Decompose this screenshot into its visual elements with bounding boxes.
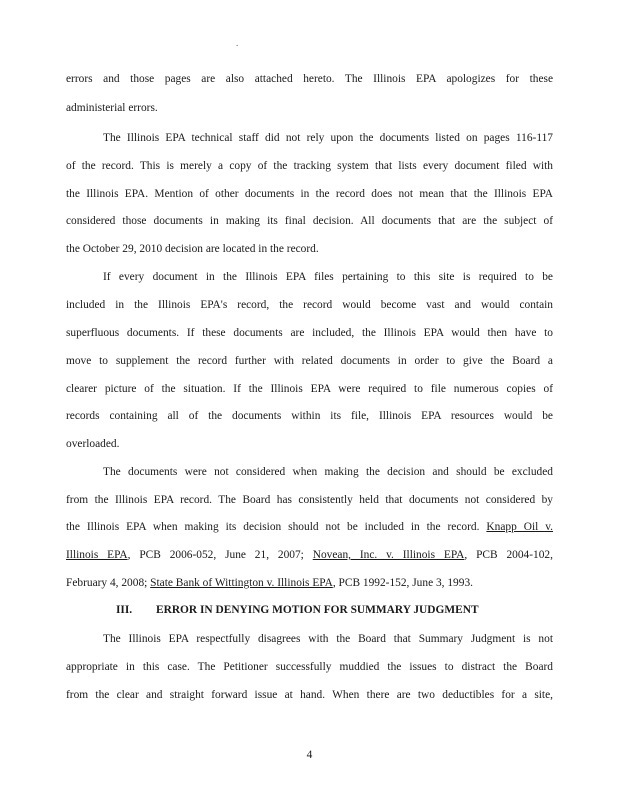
- text-span: February 4, 2008;: [66, 577, 148, 589]
- text-span: , PCB 2006-052, June 21, 2007;: [127, 549, 304, 561]
- text-line: If every document in the Illinois EPA files pertaining to this site is required to be: [103, 271, 553, 283]
- case-citation: Knapp Oil v.: [486, 521, 554, 533]
- text-line: clearer picture of the situation. If the Illinois EPA were required to file numerous copies of: [66, 383, 553, 395]
- text-line: included in the Illinois EPA's record, the record would become vast and would contain: [66, 299, 553, 311]
- section-title: ERROR IN DENYING MOTION FOR SUMMARY JUDGMENT: [156, 604, 479, 616]
- text-line: appropriate in this case. The Petitioner successfully muddied the issues to distract the Board: [66, 661, 553, 673]
- text-line: the October 29, 2010 decision are located in the record.: [66, 243, 319, 255]
- text-span: the Illinois EPA when making its decision should not be included in the record.: [66, 521, 480, 533]
- case-citation: State Bank of Wittington v. Illinois EPA: [150, 577, 333, 589]
- text-line: considered those documents in making its final decision. All documents that are the subject of: [66, 215, 553, 227]
- text-span: , PCB 1992-152, June 3, 1993.: [332, 577, 473, 589]
- text-line: of the record. This is merely a copy of the tracking system that lists every document filed with: [66, 160, 553, 172]
- text-line: from the clear and straight forward issue at hand. When there are two deductibles for a site,: [66, 689, 553, 701]
- text-line: [66, 520, 553, 534]
- text-line: overloaded.: [66, 438, 120, 450]
- text-line: the Illinois EPA. Mention of other documents in the record does not mean that the Illinois EPA: [66, 188, 553, 200]
- text-line: The Illinois EPA respectfully disagrees with the Board that Summary Judgment is not: [103, 633, 553, 645]
- section-number: III.: [116, 604, 133, 616]
- text-line: [66, 548, 553, 562]
- page-number: 4: [306, 749, 313, 761]
- text-line: The Illinois EPA technical staff did not rely upon the documents listed on pages 116-117: [103, 132, 553, 144]
- text-line: administerial errors.: [66, 102, 158, 114]
- text-line: move to supplement the record further with related documents in order to give the Board a: [66, 355, 553, 367]
- text-line: errors and those pages are also attached hereto. The Illinois EPA apologizes for these: [66, 73, 553, 85]
- section-heading: [116, 604, 536, 616]
- text-line: [66, 576, 553, 590]
- scan-mark: .: [236, 38, 239, 48]
- text-line: The documents were not considered when making the decision and should be excluded: [103, 466, 553, 478]
- case-citation: Illinois EPA: [66, 549, 128, 561]
- text-line: records containing all of the documents within its file, Illinois EPA resources would be: [66, 410, 553, 422]
- text-span: , PCB 2004-102,: [464, 549, 553, 561]
- text-line: from the Illinois EPA record. The Board has consistently held that documents not considered by: [66, 494, 553, 506]
- case-citation: Novean, Inc. v. Illinois EPA: [312, 549, 465, 561]
- text-line: superfluous documents. If these documents are included, the Illinois EPA would then have to: [66, 327, 553, 339]
